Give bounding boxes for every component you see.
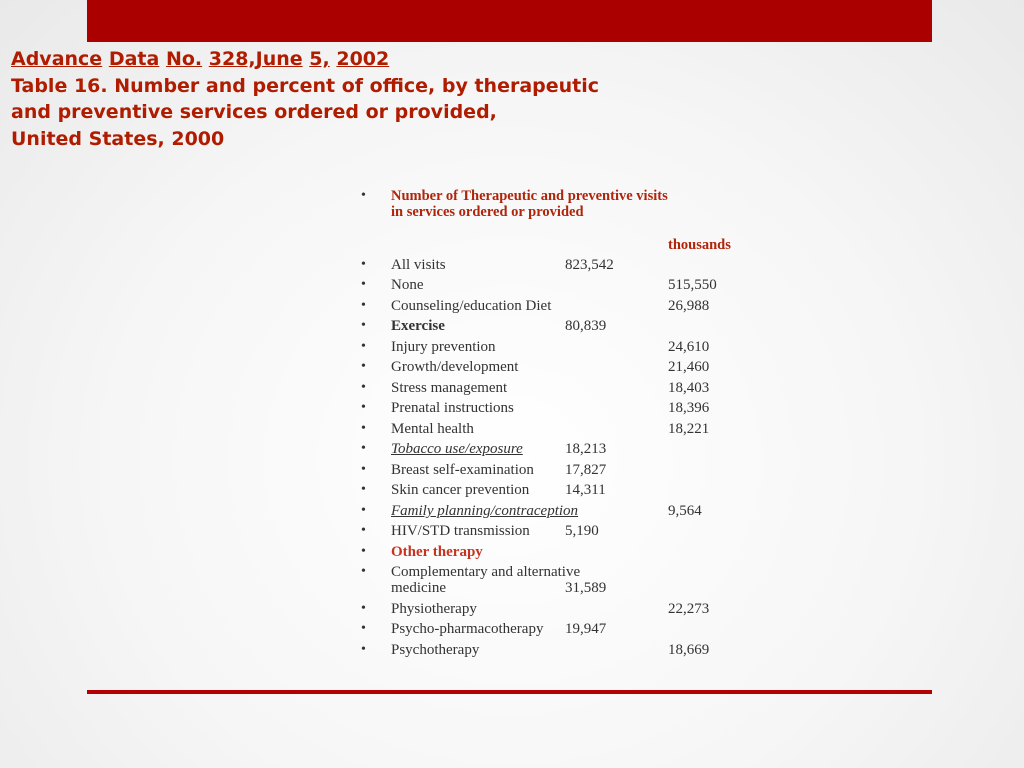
bullet: •: [361, 188, 366, 203]
row-value: 21,460: [668, 359, 710, 375]
title-word: 2002: [336, 48, 390, 70]
row-label: Other therapy: [391, 544, 483, 560]
row-label: None: [391, 277, 424, 293]
bullet: •: [361, 380, 366, 395]
row-label: Injury prevention: [391, 339, 496, 355]
row-value: 823,542: [565, 257, 614, 273]
row-value: 22,273: [668, 601, 710, 617]
row-label: Complementary and alternative: [391, 564, 581, 580]
row-label: Stress management: [391, 380, 508, 396]
row-label: Prenatal instructions: [391, 400, 514, 416]
bullet: •: [361, 400, 366, 415]
row-value: 18,213: [565, 441, 607, 457]
row-value: 9,564: [668, 503, 702, 519]
row-label: Psychotherapy: [391, 642, 480, 658]
bullet: •: [361, 621, 366, 636]
row-value: 18,221: [668, 421, 710, 437]
bullet: •: [361, 318, 366, 333]
bullet: •: [361, 601, 366, 616]
row-value: 24,610: [668, 339, 710, 355]
bullet: •: [361, 503, 366, 518]
row-label: medicine: [391, 580, 446, 596]
subtitle-line: and preventive services ordered or provided,: [11, 101, 497, 123]
row-label: Exercise: [391, 318, 445, 334]
bullet: •: [361, 257, 366, 272]
bullet: •: [361, 523, 366, 538]
row-value: 17,827: [565, 462, 607, 478]
title-line: [11, 46, 691, 73]
row-label: Growth/development: [391, 359, 519, 375]
row-label: Breast self-examination: [391, 462, 534, 478]
row-value: 515,550: [668, 277, 717, 293]
row-value: 26,988: [668, 298, 710, 314]
row-value: 19,947: [565, 621, 607, 637]
row-label: HIV/STD transmission: [391, 523, 530, 539]
title-word: 328,June: [208, 48, 303, 70]
slide-title: [11, 46, 691, 152]
bullet: •: [361, 462, 366, 477]
unit-header-label: thousands: [668, 237, 731, 253]
bullet: •: [361, 642, 366, 657]
row-label: Tobacco use/exposure: [391, 441, 523, 457]
top-accent-bar: [87, 0, 932, 42]
row-value: 18,396: [668, 400, 710, 416]
heading-line: Number of Therapeutic and preventive visits: [391, 188, 668, 204]
bullet: •: [361, 482, 366, 497]
row-value: 5,190: [565, 523, 599, 539]
bullet: •: [361, 544, 366, 559]
row-value: 80,839: [565, 318, 607, 334]
row-label: Counseling/education Diet: [391, 298, 552, 314]
bullet: •: [361, 339, 366, 354]
title-word: Data: [108, 48, 160, 70]
row-value: 18,669: [668, 642, 710, 658]
bullet: •: [361, 441, 366, 456]
bullet: •: [361, 421, 366, 436]
row-label: All visits: [391, 257, 446, 273]
subtitle-line: Table 16. Number and percent of office, by therapeutic: [11, 74, 600, 97]
bullet: •: [361, 298, 366, 313]
subtitle-line: United States, 2000: [11, 127, 225, 150]
heading-line: in services ordered or provided: [391, 204, 584, 220]
bullet: •: [361, 359, 366, 374]
bottom-divider: [87, 690, 932, 694]
row-label: Skin cancer prevention: [391, 482, 530, 498]
bullet: •: [361, 564, 366, 579]
row-label: Psycho-pharmacotherapy: [391, 621, 544, 637]
title-word: No.: [165, 48, 203, 70]
row-label: Physiotherapy: [391, 601, 477, 617]
row-value: 14,311: [565, 482, 606, 498]
title-word: Advance: [11, 48, 103, 70]
bullet: •: [361, 277, 366, 292]
row-value: 18,403: [668, 380, 710, 396]
row-label: Mental health: [391, 421, 474, 437]
title-word: 5,: [309, 48, 330, 70]
row-value: 31,589: [565, 580, 607, 596]
row-label: Family planning/contraception: [391, 503, 579, 519]
